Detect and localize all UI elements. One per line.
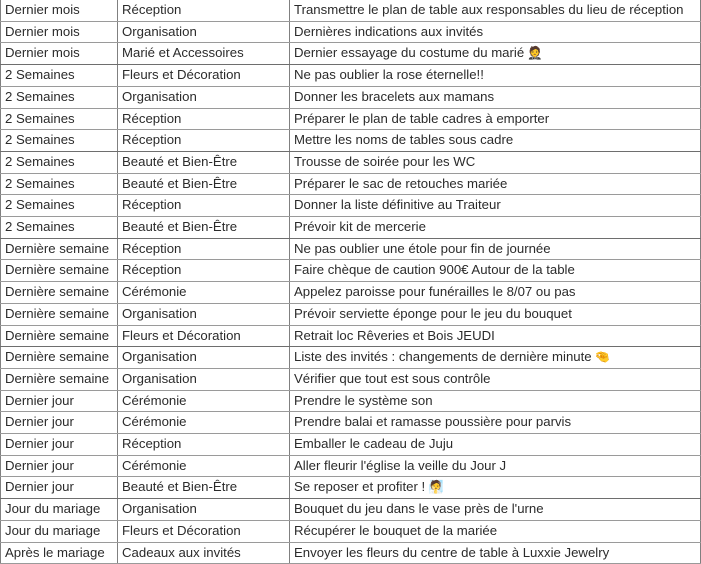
cell-task-text: Prendre le système son	[294, 392, 433, 408]
cell-task[interactable]	[290, 303, 701, 325]
cell-task[interactable]	[290, 43, 701, 65]
cell-category-text: Cérémonie	[122, 392, 187, 408]
cell-task[interactable]	[290, 520, 701, 542]
cell-category-text: Organisation	[122, 88, 197, 104]
cell-task-text: Mettre les noms de tables sous cadre	[294, 132, 514, 148]
cell-category-text: Réception	[122, 132, 182, 148]
table-row[interactable]	[1, 282, 701, 304]
table-row[interactable]	[1, 520, 701, 542]
cell-task-text: Envoyer les fleurs du centre de table à Luxxie Jewelry	[294, 544, 610, 560]
cell-category-text: Réception	[122, 436, 182, 452]
cell-task-text: Donner les bracelets aux mamans	[294, 88, 495, 104]
cell-category[interactable]	[118, 173, 290, 195]
cell-category[interactable]	[118, 390, 290, 412]
cell-task[interactable]	[290, 108, 701, 130]
cell-category[interactable]	[118, 260, 290, 282]
table-row[interactable]	[1, 21, 701, 43]
cell-category[interactable]	[118, 86, 290, 108]
cell-category-text: Cadeaux aux invités	[122, 544, 241, 560]
cell-when-text: Dernier jour	[5, 392, 74, 408]
cell-when[interactable]	[1, 86, 118, 108]
cell-when-text: 2 Semaines	[5, 88, 75, 104]
cell-when-text: Jour du mariage	[5, 501, 101, 517]
table-row[interactable]	[1, 303, 701, 325]
cell-when-text: Dernière semaine	[5, 240, 110, 256]
cell-task[interactable]	[290, 151, 701, 173]
cell-category[interactable]	[118, 217, 290, 239]
cell-task-text: Bouquet du jeu dans le vase près de l'urne	[294, 501, 544, 517]
cell-category-text: Cérémonie	[122, 414, 187, 430]
cell-category-text: Fleurs et Décoration	[122, 67, 241, 83]
cell-task-text: Prévoir kit de mercerie	[294, 219, 426, 235]
table-row[interactable]	[1, 0, 701, 21]
cell-category-text: Réception	[122, 240, 182, 256]
cell-when-text: Dernier jour	[5, 414, 74, 430]
cell-when-text: 2 Semaines	[5, 67, 75, 83]
cell-when[interactable]	[1, 542, 118, 564]
cell-category[interactable]	[118, 43, 290, 65]
table-row[interactable]	[1, 173, 701, 195]
cell-task-text: Emballer le cadeau de Juju	[294, 436, 454, 452]
table-row[interactable]	[1, 325, 701, 347]
cell-task-text: Ne pas oublier une étole pour fin de journée	[294, 240, 551, 256]
cell-when[interactable]	[1, 477, 118, 499]
cell-task-text: Dernières indications aux invités	[294, 23, 484, 39]
cell-when-text: Dernier jour	[5, 457, 74, 473]
cell-when[interactable]	[1, 217, 118, 239]
cell-task-text: Dernier essayage du costume du marié	[294, 45, 525, 61]
cell-task-text: Donner la liste définitive au Traiteur	[294, 197, 501, 213]
table-row[interactable]	[1, 217, 701, 239]
cell-task[interactable]	[290, 260, 701, 282]
cell-when-text: Dernière semaine	[5, 370, 110, 386]
cell-when-text: 2 Semaines	[5, 175, 75, 191]
cell-task-text: Liste des invités : changements de dernière minute	[294, 349, 592, 365]
cell-task[interactable]	[290, 0, 701, 21]
table-row[interactable]	[1, 108, 701, 130]
cell-when-text: 2 Semaines	[5, 132, 75, 148]
cell-category[interactable]	[118, 108, 290, 130]
cell-category-text: Marié et Accessoires	[122, 45, 244, 61]
table-row[interactable]	[1, 151, 701, 173]
cell-category-text: Organisation	[122, 23, 197, 39]
cell-task-text: Aller fleurir l'église la veille du Jour J	[294, 457, 507, 473]
table-body	[1, 0, 701, 564]
cell-category-text: Beauté et Bien-Être	[122, 153, 238, 169]
cell-task[interactable]	[290, 455, 701, 477]
cell-task[interactable]	[290, 434, 701, 456]
cell-when[interactable]	[1, 412, 118, 434]
cell-task[interactable]	[290, 325, 701, 347]
cell-category[interactable]	[118, 21, 290, 43]
cell-task-text: Appelez paroisse pour funérailles le 8/07 ou pas	[294, 284, 576, 300]
cell-when[interactable]	[1, 390, 118, 412]
table-row[interactable]	[1, 86, 701, 108]
cell-task[interactable]	[290, 347, 701, 369]
cell-category-text: Réception	[122, 197, 182, 213]
table-row[interactable]	[1, 434, 701, 456]
cell-category-text: Organisation	[122, 501, 197, 517]
cell-when[interactable]	[1, 303, 118, 325]
cell-task-text: Faire chèque de caution 900€ Autour de la table	[294, 262, 575, 278]
cell-task-text: Prévoir serviette éponge pour le jeu du bouquet	[294, 305, 572, 321]
cell-when[interactable]	[1, 325, 118, 347]
cell-category-text: Organisation	[122, 305, 197, 321]
cell-category-text: Cérémonie	[122, 457, 187, 473]
cell-category-text: Réception	[122, 262, 182, 278]
cell-task[interactable]	[290, 499, 701, 521]
cell-task[interactable]	[290, 477, 701, 499]
table-row[interactable]	[1, 368, 701, 390]
cell-when[interactable]	[1, 499, 118, 521]
table-row[interactable]	[1, 499, 701, 521]
cell-when[interactable]	[1, 347, 118, 369]
cell-category[interactable]	[118, 542, 290, 564]
table-row[interactable]	[1, 347, 701, 369]
cell-task[interactable]	[290, 390, 701, 412]
cell-when-text: 2 Semaines	[5, 153, 75, 169]
cell-category[interactable]	[118, 65, 290, 87]
cell-category[interactable]	[118, 238, 290, 260]
cell-when[interactable]	[1, 21, 118, 43]
cell-task-text: Trousse de soirée pour les WC	[294, 153, 476, 169]
cell-when-text: Dernière semaine	[5, 349, 110, 365]
cell-task[interactable]	[290, 542, 701, 564]
cell-category[interactable]	[118, 368, 290, 390]
cell-task[interactable]	[290, 412, 701, 434]
cell-when[interactable]	[1, 130, 118, 152]
cell-category-text: Organisation	[122, 370, 197, 386]
table-row[interactable]	[1, 43, 701, 65]
cell-category[interactable]	[118, 455, 290, 477]
cell-category-text: Cérémonie	[122, 284, 187, 300]
cell-task-text: Se reposer et profiter !	[294, 479, 426, 495]
cell-when-text: Dernière semaine	[5, 327, 110, 343]
cell-category[interactable]	[118, 347, 290, 369]
cell-task[interactable]	[290, 238, 701, 260]
cell-task[interactable]	[290, 130, 701, 152]
cell-when[interactable]	[1, 195, 118, 217]
cell-task-text: Ne pas oublier la rose éternelle!!	[294, 67, 484, 83]
table-row[interactable]	[1, 260, 701, 282]
cell-when[interactable]	[1, 282, 118, 304]
table-row[interactable]	[1, 412, 701, 434]
cell-task[interactable]	[290, 195, 701, 217]
cell-category[interactable]	[118, 151, 290, 173]
cell-task-text: Préparer le sac de retouches mariée	[294, 175, 508, 191]
cell-task[interactable]	[290, 86, 701, 108]
cell-category-text: Beauté et Bien-Être	[122, 219, 238, 235]
cell-when-text: Dernière semaine	[5, 284, 110, 300]
cell-category-text: Organisation	[122, 349, 197, 365]
cell-when-text: 2 Semaines	[5, 110, 75, 126]
cell-when-text: 2 Semaines	[5, 219, 75, 235]
table-row[interactable]	[1, 477, 701, 499]
cell-when[interactable]	[1, 43, 118, 65]
cell-category[interactable]	[118, 434, 290, 456]
cell-task[interactable]	[290, 21, 701, 43]
table-row[interactable]	[1, 238, 701, 260]
cell-category[interactable]	[118, 282, 290, 304]
table-row[interactable]	[1, 130, 701, 152]
task-emoji-icon: 🧖	[428, 479, 444, 495]
cell-when[interactable]	[1, 108, 118, 130]
task-emoji-icon: 🤏	[594, 349, 611, 365]
cell-category[interactable]	[118, 130, 290, 152]
cell-when-text: Dernière semaine	[5, 305, 110, 321]
table-row[interactable]	[1, 542, 701, 564]
cell-task[interactable]	[290, 173, 701, 195]
cell-task-text: Transmettre le plan de table aux responsables du lieu de réception	[294, 2, 684, 17]
cell-task[interactable]	[290, 368, 701, 390]
cell-task[interactable]	[290, 282, 701, 304]
cell-when-text: Dernier mois	[5, 45, 80, 61]
cell-when-text: Dernier mois	[5, 2, 80, 17]
cell-category[interactable]	[118, 412, 290, 434]
cell-when[interactable]	[1, 455, 118, 477]
cell-category-text: Fleurs et Décoration	[122, 327, 241, 343]
cell-category[interactable]	[118, 499, 290, 521]
cell-when-text: Jour du mariage	[5, 522, 101, 538]
cell-when-text: Dernier mois	[5, 23, 80, 39]
cell-category-text: Fleurs et Décoration	[122, 522, 241, 538]
cell-category-text: Réception	[122, 110, 182, 126]
cell-category-text: Réception	[122, 2, 182, 17]
cell-task-text: Préparer le plan de table cadres à emporter	[294, 110, 550, 126]
cell-when[interactable]	[1, 151, 118, 173]
cell-category[interactable]	[118, 0, 290, 21]
cell-task-text: Vérifier que tout est sous contrôle	[294, 370, 491, 386]
cell-when[interactable]	[1, 368, 118, 390]
cell-category-text: Beauté et Bien-Être	[122, 479, 238, 495]
cell-category-text: Beauté et Bien-Être	[122, 175, 238, 191]
cell-when[interactable]	[1, 0, 118, 21]
table-row[interactable]	[1, 195, 701, 217]
cell-when[interactable]	[1, 238, 118, 260]
cell-category[interactable]	[118, 195, 290, 217]
cell-when[interactable]	[1, 65, 118, 87]
cell-when[interactable]	[1, 520, 118, 542]
cell-category[interactable]	[118, 477, 290, 499]
cell-when-text: Dernier jour	[5, 479, 74, 495]
cell-task-text: Prendre balai et ramasse poussière pour parvis	[294, 414, 572, 430]
cell-when-text: Dernière semaine	[5, 262, 110, 278]
cell-task-text: Retrait loc Rêveries et Bois JEUDI	[294, 327, 495, 343]
cell-when-text: Dernier jour	[5, 436, 74, 452]
cell-when-text: Après le mariage	[5, 544, 105, 560]
cell-when[interactable]	[1, 173, 118, 195]
task-emoji-icon: 🤵	[527, 45, 543, 61]
cell-when[interactable]	[1, 434, 118, 456]
cell-when[interactable]	[1, 260, 118, 282]
table-row[interactable]	[1, 455, 701, 477]
cell-task[interactable]	[290, 65, 701, 87]
cell-category[interactable]	[118, 325, 290, 347]
cell-category[interactable]	[118, 520, 290, 542]
cell-when-text: 2 Semaines	[5, 197, 75, 213]
table-row[interactable]	[1, 390, 701, 412]
cell-task[interactable]	[290, 217, 701, 239]
cell-task-text: Récupérer le bouquet de la mariée	[294, 522, 498, 538]
cell-category[interactable]	[118, 303, 290, 325]
table-row[interactable]	[1, 65, 701, 87]
